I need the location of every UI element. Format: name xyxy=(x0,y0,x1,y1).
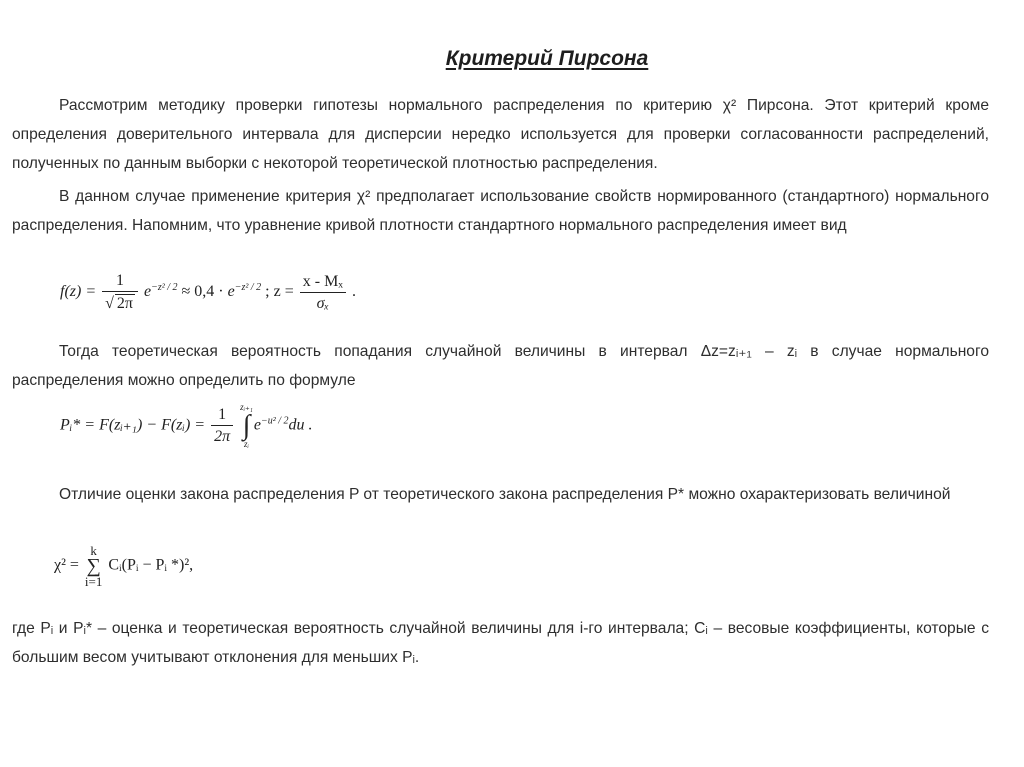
formula-density-exp-base: e xyxy=(143,283,152,301)
formula-density-exponent: −z² / 2 xyxy=(151,281,178,293)
slide-title: Критерий Пирсона xyxy=(445,47,649,70)
formula-density-numerator: 1 xyxy=(102,272,138,292)
formula-density-fraction xyxy=(102,272,138,313)
formula-probability-lhs: Pᵢ* = F(zᵢ₊₁) − F(zᵢ) = xyxy=(60,416,206,434)
paragraph-chi-square-intro: Отличие оценки закона распределения P от теоретического закона распределения P* можно охарактеризовать величиной xyxy=(59,486,951,503)
paragraph-standard-normal: В данном случае применение критерия χ² предполагает использование свойств нормированного (стандартного) нормального распределения. Напомним, что уравнение кривой плотности стандартного нормального распределения имеет вид xyxy=(12,188,989,234)
formula-probability-numerator: 1 xyxy=(211,406,233,426)
sum-sign-icon: ∑ xyxy=(86,555,101,577)
paragraph-intro: Рассмотрим методику проверки гипотезы нормального распределения по критерию χ² Пирсона. Этот критерий кроме определения доверительного интервала для дисперсии нередко используется для проверки согласованности распределений, полученных по данным выборки с некоторой теоретической плотностью распределения. xyxy=(12,97,989,172)
formula-density-end: . xyxy=(351,283,356,301)
formula-probability-integral xyxy=(240,403,253,449)
formula-chi-square-sum xyxy=(85,544,102,588)
formula-chi-square-upper-limit: k xyxy=(90,543,97,558)
formula-chi-square-body: Cᵢ(Pᵢ − Pᵢ *)², xyxy=(108,556,194,574)
formula-probability xyxy=(60,403,313,449)
formula-density-exponent-2: −z² / 2 xyxy=(234,281,262,293)
formula-probability-fraction xyxy=(211,406,233,446)
integral-sign-icon: ∫ xyxy=(242,410,251,441)
formula-probability-integrand: e xyxy=(253,416,262,434)
formula-density-exp-base-2: e xyxy=(227,283,235,301)
formula-probability-upper-limit: zᵢ₊₁ xyxy=(240,402,253,412)
formula-probability-differential: du . xyxy=(288,416,313,434)
formula-density-denominator: √ 2π xyxy=(105,295,133,312)
formula-standardize-lhs: z = xyxy=(273,283,294,301)
paragraph-interval-probability: Тогда теоретическая вероятность попадания случайной величины в интервал Δz=zᵢ₊₁ – zᵢ в случае нормального распределения можно определить по формуле xyxy=(12,343,989,389)
formula-probability-exponent: −u² / 2 xyxy=(261,415,289,427)
formula-density-lhs: f(z) = xyxy=(60,283,97,301)
formula-chi-square xyxy=(54,544,193,588)
formula-probability-lower-limit: zᵢ xyxy=(244,439,249,449)
formula-probability-denominator: 2π xyxy=(214,428,231,445)
formula-standardize-numerator: x - Mₓ xyxy=(300,273,346,293)
formula-density xyxy=(60,272,356,313)
formula-standardize-fraction xyxy=(300,273,346,313)
formula-chi-square-lower-limit: i=1 xyxy=(84,574,103,589)
formula-chi-square-lhs: χ² = xyxy=(54,556,79,574)
formula-standardize-denominator: σₓ xyxy=(316,294,330,312)
formula-density-separator: ; xyxy=(265,283,270,301)
formula-density-approx: ≈ 0,4 · xyxy=(181,283,224,301)
paragraph-definitions: где Pᵢ и Pᵢ* – оценка и теоретическая вероятность случайной величины для i-го интервала; Cᵢ – весовые коэффициенты, которые с большим весом учитывают отклонения для меньших Pᵢ. xyxy=(12,620,989,666)
